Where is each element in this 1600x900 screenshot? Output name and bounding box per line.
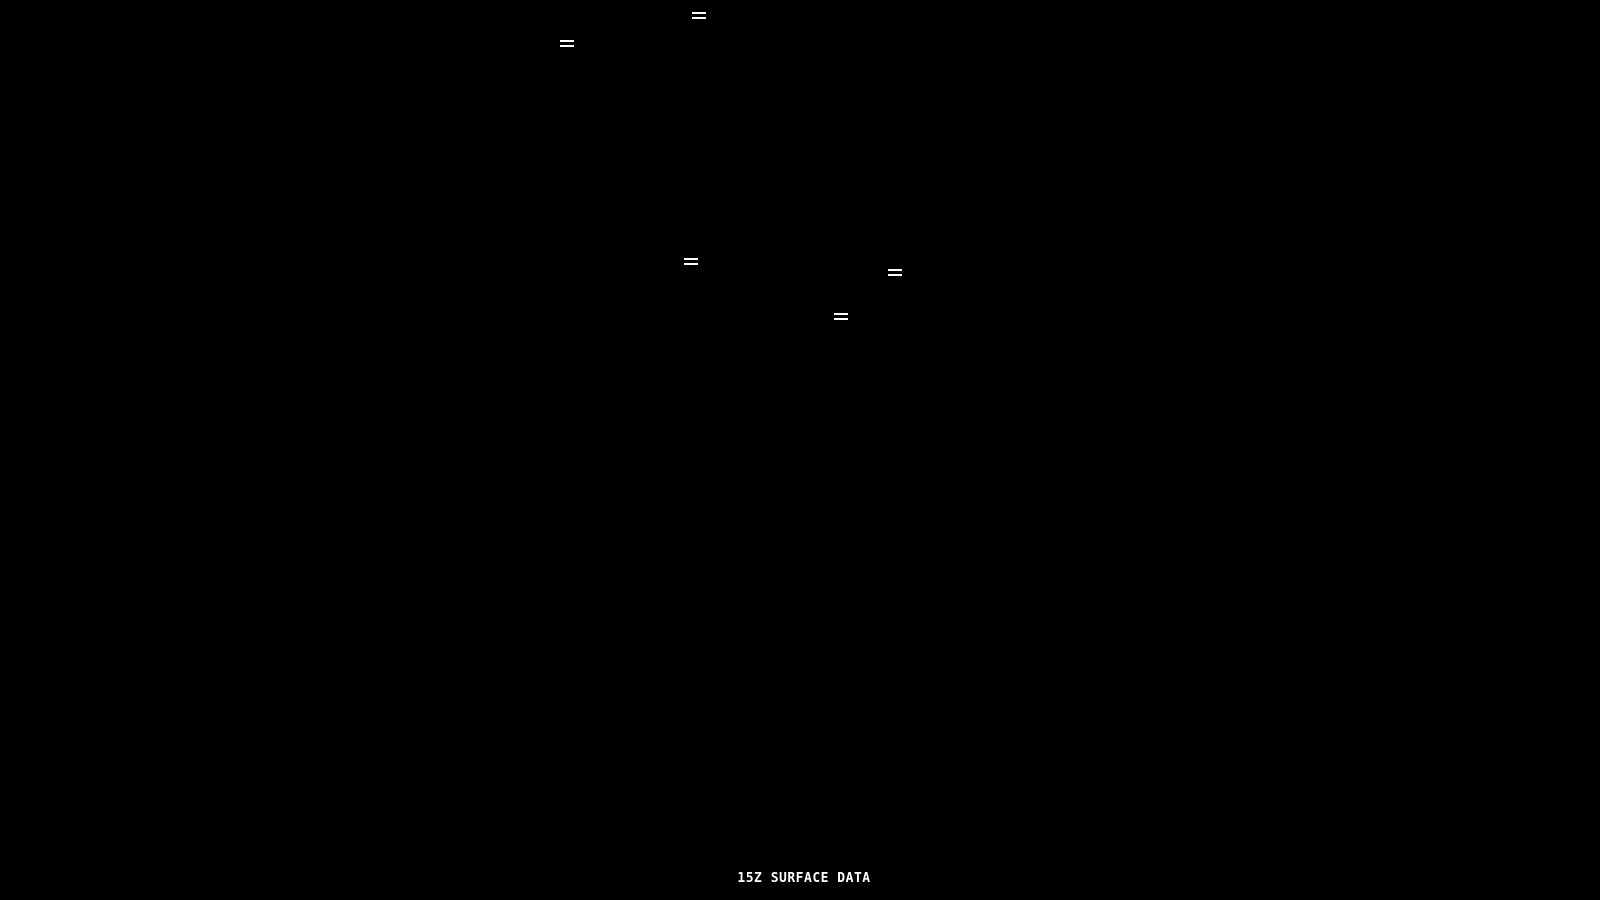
map-caption: 15Z SURFACE DATA [737, 871, 871, 886]
mist-symbol [684, 258, 698, 265]
mist-symbol [888, 269, 902, 276]
mist-symbol [560, 40, 574, 47]
mist-symbol [692, 12, 706, 19]
mist-symbol [834, 313, 848, 320]
